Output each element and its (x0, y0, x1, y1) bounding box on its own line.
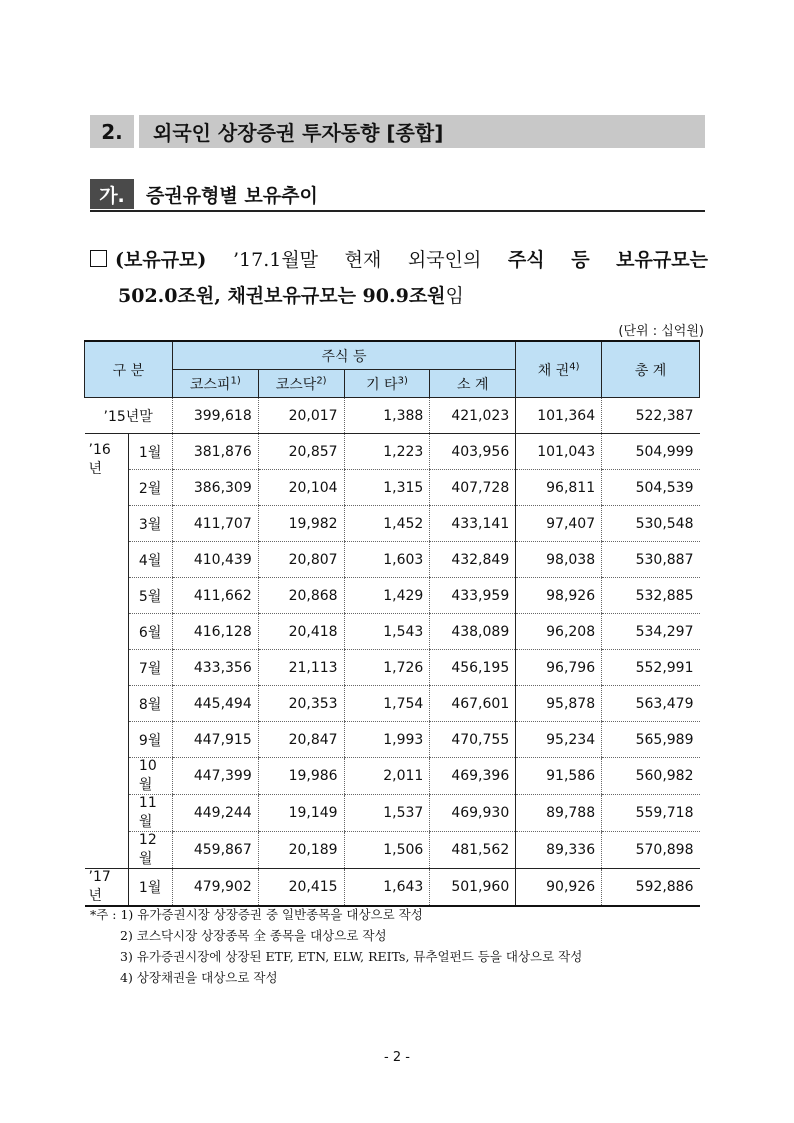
bonds-cell: 97,407 (516, 506, 602, 542)
kospi-cell: 449,244 (172, 795, 258, 832)
total-cell: 532,885 (602, 578, 700, 614)
bonds-cell: 95,234 (516, 722, 602, 758)
bonds-cell: 101,364 (516, 398, 602, 434)
footnote: 4) 상장채권을 대상으로 작성 (120, 970, 278, 985)
subtotal-cell: 433,141 (430, 506, 516, 542)
period-cell: ’15년말 (85, 398, 173, 434)
other-cell: 1,993 (344, 722, 430, 758)
table-row (85, 614, 700, 650)
total-cell: 560,982 (602, 758, 700, 795)
other-cell: 1,543 (344, 614, 430, 650)
table-row (85, 506, 700, 542)
bonds-cell: 96,208 (516, 614, 602, 650)
table-row (85, 470, 700, 506)
kospi-cell: 433,356 (172, 650, 258, 686)
paragraph-word: 등 (571, 249, 590, 271)
kospi-cell: 381,876 (172, 434, 258, 470)
paragraph-word: 현재 (344, 249, 382, 271)
footnote: 2) 코스닥시장 상장종목 全 종목을 대상으로 작성 (120, 928, 387, 943)
other-cell: 1,315 (344, 470, 430, 506)
kospi-cell: 447,915 (172, 722, 258, 758)
other-cell: 1,603 (344, 542, 430, 578)
stock-holding-amount: 502.0조원 (118, 285, 215, 307)
bonds-cell: 91,586 (516, 758, 602, 795)
total-cell: 565,989 (602, 722, 700, 758)
month-cell: 1월 (128, 434, 172, 470)
kospi-cell: 459,867 (172, 832, 258, 869)
paragraph-text: , 채권보유규모는 (214, 285, 363, 307)
month-cell: 9월 (128, 722, 172, 758)
kosdaq-cell: 20,017 (258, 398, 344, 434)
total-cell: 563,479 (602, 686, 700, 722)
section-header (90, 115, 705, 148)
table-row (85, 832, 700, 869)
subtotal-cell: 421,023 (430, 398, 516, 434)
total-cell: 504,999 (602, 434, 700, 470)
unit-label: (단위 : 십억원) (618, 324, 704, 339)
month-cell: 12월 (128, 832, 172, 869)
bonds-cell: 89,336 (516, 832, 602, 869)
kosdaq-cell: 20,807 (258, 542, 344, 578)
other-cell: 1,643 (344, 869, 430, 907)
month-cell: 11월 (128, 795, 172, 832)
bonds-cell: 96,811 (516, 470, 602, 506)
year-cell: ’17년 (85, 869, 129, 907)
kosdaq-cell: 20,353 (258, 686, 344, 722)
kosdaq-cell: 20,189 (258, 832, 344, 869)
table-row (85, 722, 700, 758)
paragraph-line-2 (90, 278, 708, 314)
table-row (85, 795, 700, 832)
kosdaq-cell: 20,847 (258, 722, 344, 758)
other-cell: 1,388 (344, 398, 430, 434)
footnote: *주 : 1) 유가증권시장 상장증권 중 일반종목을 대상으로 작성 (90, 907, 423, 922)
table-row (85, 650, 700, 686)
bonds-cell: 101,043 (516, 434, 602, 470)
kospi-cell: 411,707 (172, 506, 258, 542)
bond-holding-amount: 90.9조원 (362, 285, 446, 307)
table-row (85, 758, 700, 795)
header-total: 총 계 (602, 341, 700, 398)
other-cell: 1,223 (344, 434, 430, 470)
paragraph-line-1 (90, 242, 708, 278)
section-title: 외국인 상장증권 투자동향 [종합] (153, 121, 444, 145)
kospi-cell: 411,662 (172, 578, 258, 614)
kosdaq-cell: 20,104 (258, 470, 344, 506)
total-cell: 504,539 (602, 470, 700, 506)
subtotal-cell: 438,089 (430, 614, 516, 650)
kosdaq-cell: 20,868 (258, 578, 344, 614)
year-cell: ’16년 (88, 442, 111, 477)
table-row (85, 686, 700, 722)
table-row (85, 398, 700, 434)
bonds-cell: 98,038 (516, 542, 602, 578)
other-cell: 1,429 (344, 578, 430, 614)
total-cell: 552,991 (602, 650, 700, 686)
kospi-cell: 416,128 (172, 614, 258, 650)
table-row (85, 542, 700, 578)
subsection-number: 가. (90, 179, 134, 209)
holdings-table (84, 340, 700, 907)
subtotal-cell: 456,195 (430, 650, 516, 686)
bonds-cell: 96,796 (516, 650, 602, 686)
table-row (85, 869, 700, 907)
kosdaq-cell: 21,113 (258, 650, 344, 686)
kospi-cell: 479,902 (172, 869, 258, 907)
total-cell: 530,887 (602, 542, 700, 578)
header-kospi: 코스피$^{1)}$ (172, 370, 258, 398)
other-cell: 1,452 (344, 506, 430, 542)
subtotal-cell: 501,960 (430, 869, 516, 907)
paragraph-word: 외국인의 (407, 249, 482, 271)
subtotal-cell: 470,755 (430, 722, 516, 758)
kosdaq-cell: 20,418 (258, 614, 344, 650)
total-cell: 559,718 (602, 795, 700, 832)
paragraph-text: 임 (445, 285, 464, 307)
bonds-cell: 95,878 (516, 686, 602, 722)
month-cell: 1월 (128, 869, 172, 907)
kosdaq-cell: 19,149 (258, 795, 344, 832)
paragraph-word: 보유규모는 (616, 249, 708, 271)
bonds-cell: 90,926 (516, 869, 602, 907)
kospi-cell: 386,309 (172, 470, 258, 506)
month-cell: 10월 (128, 758, 172, 795)
subsection-header (90, 178, 705, 212)
footnotes (90, 904, 582, 988)
summary-paragraph (90, 242, 708, 314)
other-cell: 1,754 (344, 686, 430, 722)
bonds-cell: 98,926 (516, 578, 602, 614)
other-cell: 1,506 (344, 832, 430, 869)
other-cell: 1,726 (344, 650, 430, 686)
month-cell: 4월 (128, 542, 172, 578)
page-number: - 2 - (384, 1050, 410, 1065)
table-row (85, 434, 700, 470)
total-cell: 592,886 (602, 869, 700, 907)
kosdaq-cell: 20,857 (258, 434, 344, 470)
month-cell: 8월 (128, 686, 172, 722)
header-period: 구 분 (85, 341, 173, 398)
total-cell: 534,297 (602, 614, 700, 650)
subtotal-cell: 407,728 (430, 470, 516, 506)
header-bonds: 채 권$^{4)}$ (516, 341, 602, 398)
checkbox-square-icon (90, 250, 107, 267)
paragraph-word: ’17.1월말 (232, 249, 319, 271)
subtotal-cell: 433,959 (430, 578, 516, 614)
subtotal-cell: 481,562 (430, 832, 516, 869)
month-cell: 7월 (128, 650, 172, 686)
paragraph-word: 주식 (507, 249, 545, 271)
kosdaq-cell: 19,986 (258, 758, 344, 795)
other-cell: 1,537 (344, 795, 430, 832)
total-cell: 530,548 (602, 506, 700, 542)
month-cell: 3월 (128, 506, 172, 542)
paragraph-label: (보유규모) (115, 249, 207, 271)
kosdaq-cell: 20,415 (258, 869, 344, 907)
header-stocks: 주식 등 (172, 341, 515, 370)
footnote: 3) 유가증권시장에 상장된 ETF, ETN, ELW, REITs, 뮤추얼펀드 등을 대상으로 작성 (120, 949, 583, 964)
kosdaq-cell: 19,982 (258, 506, 344, 542)
section-number: 2. (90, 115, 139, 148)
table-row (85, 578, 700, 614)
kospi-cell: 447,399 (172, 758, 258, 795)
subtotal-cell: 403,956 (430, 434, 516, 470)
header-subtotal: 소 계 (430, 370, 516, 398)
total-cell: 522,387 (602, 398, 700, 434)
kospi-cell: 445,494 (172, 686, 258, 722)
kospi-cell: 410,439 (172, 542, 258, 578)
header-other: 기 타$^{3)}$ (344, 370, 430, 398)
subtotal-cell: 469,930 (430, 795, 516, 832)
header-kosdaq: 코스닥$^{2)}$ (258, 370, 344, 398)
kospi-cell: 399,618 (172, 398, 258, 434)
month-cell: 6월 (128, 614, 172, 650)
total-cell: 570,898 (602, 832, 700, 869)
subtotal-cell: 467,601 (430, 686, 516, 722)
month-cell: 5월 (128, 578, 172, 614)
other-cell: 2,011 (344, 758, 430, 795)
subtotal-cell: 432,849 (430, 542, 516, 578)
subtotal-cell: 469,396 (430, 758, 516, 795)
subsection-title: 증권유형별 보유추이 (146, 184, 318, 207)
bonds-cell: 89,788 (516, 795, 602, 832)
month-cell: 2월 (128, 470, 172, 506)
